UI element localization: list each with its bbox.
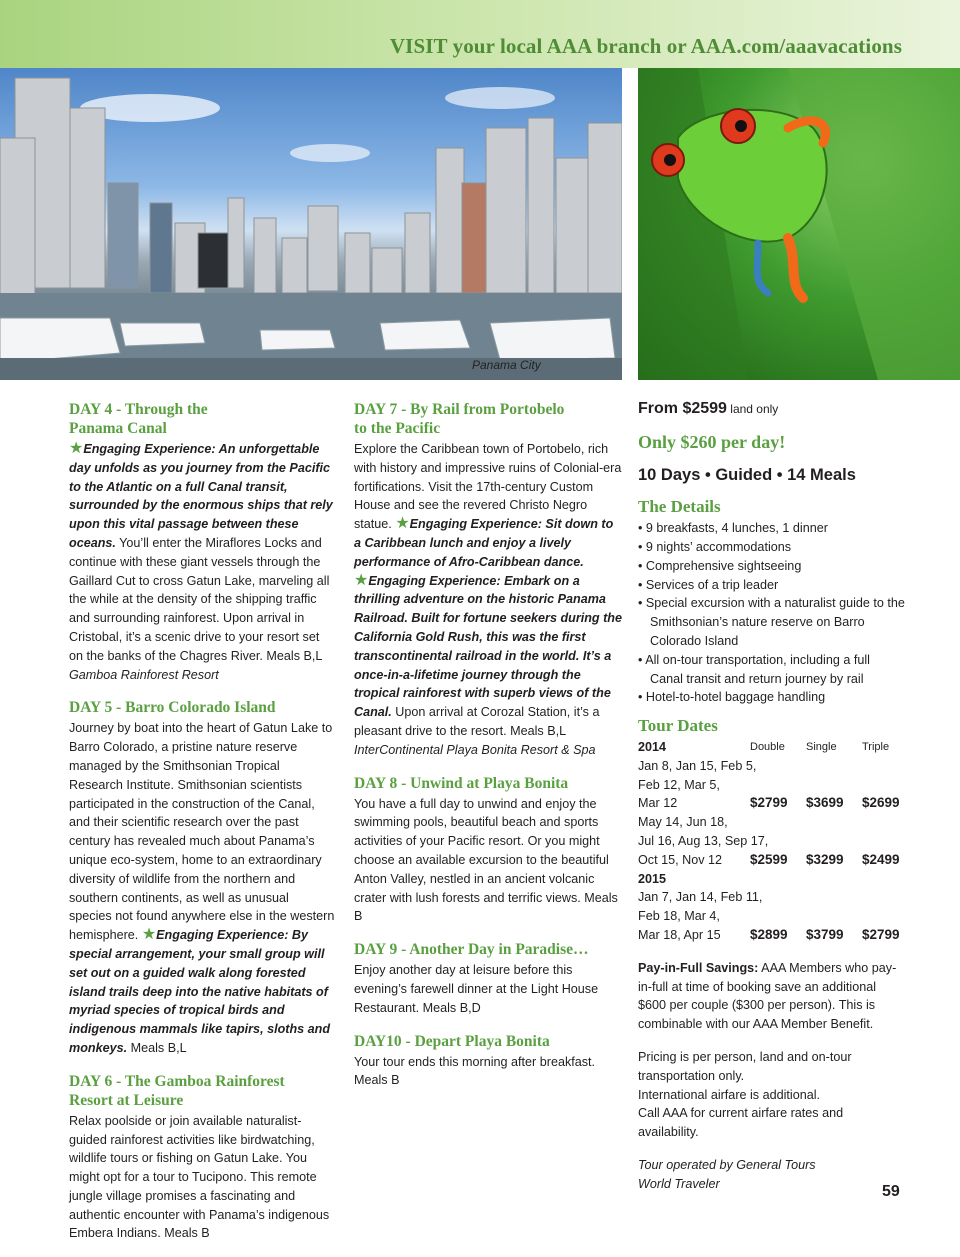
day9-heading: DAY 9 - Another Day in Paradise… <box>354 941 589 959</box>
star-icon: ★ <box>395 515 410 533</box>
price-triple: $2699 <box>862 795 900 811</box>
price-from: From $2599 <box>638 400 727 417</box>
price-single: $3799 <box>806 926 844 942</box>
table-row: Feb 18, Mar 4, <box>638 909 720 924</box>
pricing-notes: Pricing is per person, land and on-tour transportation only. International airfare is additional. Call AAA for current airfare rates and availability. <box>638 1049 852 1140</box>
day7-hotel: InterContinental Playa Bonita Resort & Spa <box>354 742 596 757</box>
day8-body: You have a full day to unwind and enjoy the swimming pools, beautiful beach and sports activities of your Pacific resort. Or you might choose an available excursion to the beautiful Anton Valley, nestled in an ancient volcanic crater with lush forests and terrific views. Meals B <box>354 796 618 924</box>
list-item: • Special excursion with a naturalist guide to the Smithsonian’s nature reserve on Barro Colorado Island <box>638 596 905 648</box>
table-row: Mar 18, Apr 15 $2899 $3799 $2799 <box>638 926 902 945</box>
list-item: • 9 nights’ accommodations <box>638 539 792 554</box>
day4-text <box>69 440 335 684</box>
table-row <box>638 738 902 757</box>
day7-heading: DAY 7 - By Rail from Portobelo to the Pacific <box>354 401 565 437</box>
pif-label: Pay-in-Full Savings: <box>638 960 759 975</box>
column-header-triple: Triple <box>862 740 890 753</box>
price-per-day: Only $260 per day! <box>638 431 786 452</box>
itinerary-column-2 <box>354 400 622 1104</box>
list-item: • Comprehensive sightseeing <box>638 558 802 573</box>
star-icon: ★ <box>354 571 369 589</box>
panama-city-photo <box>0 68 622 380</box>
price-note: land only <box>726 402 779 416</box>
day10-body: Your tour ends this morning after breakfast. Meals B <box>354 1054 596 1088</box>
day5-heading: DAY 5 - Barro Colorado Island <box>69 699 276 717</box>
list-item: • Services of a trip leader <box>638 577 779 592</box>
list-item: • 9 breakfasts, 4 lunches, 1 dinner <box>638 521 828 536</box>
table-row: Jul 16, Aug 13, Sep 17, <box>638 833 769 848</box>
table-row: May 14, Jun 18, <box>638 815 728 830</box>
day7-engaging-experience-2: Engaging Experience: Embark on a thrilling adventure on the historic Panama Railroad. Built for fortune seekers during the California Gold Rush, this was the first transcontinental railroad in the world. It’s a once-in-a-lifetime journey through the tropical rainforest with superb views of the Canal. <box>354 573 623 720</box>
star-icon: ★ <box>69 440 84 457</box>
tour-operator: Tour operated by General Tours World Traveler <box>638 1157 816 1191</box>
frog-illustration <box>638 68 960 380</box>
day7-body: Explore the Caribbean town of Portobelo, rich with history and impressive ruins of Colonial-era fortifications. Visit the 17th-century Custom House and see the revered Christo Negro statue. <box>354 442 622 532</box>
table-row: Jan 8, Jan 15, Feb 5, <box>638 758 757 773</box>
itinerary-column-1 <box>69 400 335 1257</box>
table-row <box>638 870 902 889</box>
day6-body: Relax poolside or join available naturalist-guided rainforest activities like birdwatching, wildlife tours or fishing on Gatun Lake. You might opt for a tour to Tucipono. This remote jungle village promises a fascinating and authentic encounter with Panama’s indigenous Embera Indians. Meals B <box>69 1113 330 1241</box>
page-number: 59 <box>882 1183 900 1200</box>
pricing-column <box>638 400 906 1207</box>
day7-text <box>354 440 622 760</box>
day5-engaging-experience: Engaging Experience: By special arrangement, your small group will set out on a guided walk along forested island trails deep into the native habitats of myriad species of tropical birds and indigenous mammals like tapirs, sloths and monkeys. <box>69 928 331 1055</box>
list-item: • All on-tour transportation, including a full Canal transit and return journey by rail <box>638 652 870 686</box>
pay-in-full-savings <box>638 959 906 1034</box>
day6-heading: DAY 6 - The Gamboa Rainforest Resort at Leisure <box>69 1072 285 1109</box>
table-row: Feb 12, Mar 5, <box>638 777 720 792</box>
tour-summary: 10 Days • Guided • 14 Meals <box>638 465 856 484</box>
day5-meals: Meals B,L <box>127 1040 187 1055</box>
star-icon: ★ <box>141 926 157 944</box>
year-label: 2014 <box>638 739 667 754</box>
tour-dates-table <box>638 738 902 945</box>
details-heading: The Details <box>638 497 721 517</box>
day7-engaging-experience-1: Engaging Experience: Sit down to a Caribbean lunch and enjoy a lively performance of Afro-Caribbean dance. <box>354 517 614 569</box>
day4-engaging-experience: Engaging Experience: An unforgettable day unfolds as you journey from the Pacific to the Atlantic on a full Canal transit, surrounded by the enormous ships that rely upon this vital passage between these oceans. <box>69 442 333 550</box>
price-double: $2599 <box>750 851 788 867</box>
day4-hotel: Gamboa Rainforest Resort <box>69 667 219 682</box>
tree-frog-photo <box>638 68 960 380</box>
price-single: $3299 <box>806 851 844 867</box>
day7-body-2: Upon arrival at Corozal Station, it’s a pleasant drive to the resort. Meals B,L <box>354 705 600 738</box>
price-double: $2799 <box>750 795 788 811</box>
details-list <box>638 519 906 707</box>
price-triple: $2799 <box>862 926 900 942</box>
table-row: Mar 12 $2799 $3699 $2699 <box>638 794 902 813</box>
tour-dates-heading: Tour Dates <box>638 716 718 736</box>
table-row: Jan 7, Jan 14, Feb 11, <box>638 890 763 905</box>
visit-aaa-link[interactable]: VISIT your local AAA branch or AAA.com/aaavacations <box>389 34 902 58</box>
list-item: • Hotel-to-hotel baggage handling <box>638 690 826 705</box>
day9-body: Enjoy another day at leisure before this evening’s farewell dinner at the Light House Restaurant. Meals B,D <box>354 963 599 1015</box>
table-row: Oct 15, Nov 12 $2599 $3299 $2499 <box>638 851 902 870</box>
day5-body: Journey by boat into the heart of Gatun Lake to Barro Colorado, a pristine nature reserve managed by the Smithsonian Tropical Research Institute. Smithsonian scientists participated in the construction of the Canal, and their scientific research over the past century has revealed much about Panama’s unique eco-system, home to an extraordinary diversity of wildlife from the northern and southern continents, as well as unusual species not found anywhere else in the western hemisphere. <box>69 721 335 943</box>
column-header-double: Double <box>750 740 785 753</box>
price-triple: $2499 <box>862 851 900 867</box>
city-skyline-illustration <box>0 68 622 380</box>
price-line <box>638 400 906 419</box>
price-double: $2899 <box>750 926 788 942</box>
day5-text <box>69 719 335 1057</box>
column-header-single: Single <box>806 740 837 753</box>
pif-body: AAA Members who pay-in-full at time of booking save an additional $600 per couple ($300 per person). This is combinable with our AAA Member Benefit. <box>638 960 897 1032</box>
year-label: 2015 <box>638 871 667 886</box>
day8-heading: DAY 8 - Unwind at Playa Bonita <box>354 774 569 792</box>
day4-body: You’ll enter the Miraflores Locks and continue with these giant vessels through the Gaillard Cut to cross Gatun Lake, marveling all the while at the density of the shipping traffic and surrounding rainforest. Upon arrival in Cristobal, it’s a scenic drive to your resort set on the banks of the Chagres River. Meals B,L <box>69 535 330 663</box>
day4-heading: DAY 4 - Through the Panama Canal <box>69 401 208 437</box>
price-single: $3699 <box>806 795 844 811</box>
photo-caption: Panama City <box>472 358 541 372</box>
day10-heading: DAY10 - Depart Playa Bonita <box>354 1032 550 1050</box>
